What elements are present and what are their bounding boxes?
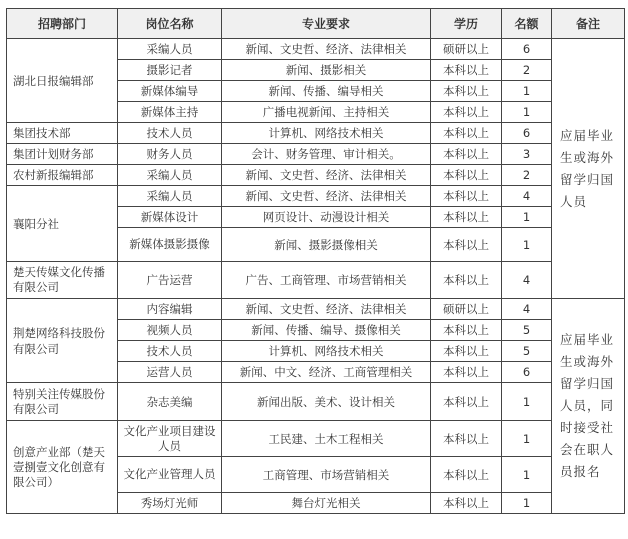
header-quota: 名额 <box>502 9 552 39</box>
dept-cell: 湖北日报编辑部 <box>7 39 118 123</box>
major-cell: 新闻、文史哲、经济、法律相关 <box>222 299 431 320</box>
education-cell: 本科以上 <box>431 165 502 186</box>
education-cell: 本科以上 <box>431 60 502 81</box>
major-cell: 新闻、文史哲、经济、法律相关 <box>222 165 431 186</box>
position-cell: 财务人员 <box>118 144 222 165</box>
position-cell: 技术人员 <box>118 341 222 362</box>
dept-cell: 特别关注传媒股份有限公司 <box>7 383 118 421</box>
header-dept: 招聘部门 <box>7 9 118 39</box>
position-cell: 广告运营 <box>118 262 222 299</box>
major-cell: 新闻、摄影相关 <box>222 60 431 81</box>
position-cell: 秀场灯光师 <box>118 493 222 514</box>
position-cell: 内容编辑 <box>118 299 222 320</box>
table-row <box>7 383 625 421</box>
dept-cell: 集团计划财务部 <box>7 144 118 165</box>
table-row <box>7 262 625 299</box>
major-cell: 新闻、传播、编导相关 <box>222 81 431 102</box>
position-cell: 采编人员 <box>118 186 222 207</box>
quota-cell: 3 <box>502 144 552 165</box>
table-row <box>7 39 625 60</box>
major-cell: 计算机、网络技术相关 <box>222 123 431 144</box>
education-cell: 本科以上 <box>431 362 502 383</box>
quota-cell: 2 <box>502 165 552 186</box>
table-row <box>7 421 625 457</box>
education-cell: 本科以上 <box>431 81 502 102</box>
quota-cell: 1 <box>502 383 552 421</box>
quota-cell: 1 <box>502 207 552 228</box>
major-cell: 舞台灯光相关 <box>222 493 431 514</box>
major-cell: 广播电视新闻、主持相关 <box>222 102 431 123</box>
education-cell: 本科以上 <box>431 341 502 362</box>
major-cell: 计算机、网络技术相关 <box>222 341 431 362</box>
major-cell: 会计、财务管理、审计相关。 <box>222 144 431 165</box>
position-cell: 采编人员 <box>118 39 222 60</box>
quota-cell: 4 <box>502 262 552 299</box>
quota-cell: 6 <box>502 362 552 383</box>
table-row <box>7 144 625 165</box>
quota-cell: 4 <box>502 186 552 207</box>
education-cell: 本科以上 <box>431 421 502 457</box>
table-row <box>7 165 625 186</box>
major-cell: 网页设计、动漫设计相关 <box>222 207 431 228</box>
dept-cell: 集团技术部 <box>7 123 118 144</box>
position-cell: 新媒体摄影摄像 <box>118 228 222 262</box>
position-cell: 杂志美编 <box>118 383 222 421</box>
quota-cell: 6 <box>502 123 552 144</box>
remark-cell: 应届毕业生或海外留学归国人员，同时接受社会在职人员报名 <box>552 299 625 514</box>
major-cell: 新闻、文史哲、经济、法律相关 <box>222 186 431 207</box>
quota-cell: 1 <box>502 421 552 457</box>
quota-cell: 5 <box>502 320 552 341</box>
position-cell: 运营人员 <box>118 362 222 383</box>
education-cell: 本科以上 <box>431 383 502 421</box>
education-cell: 本科以上 <box>431 493 502 514</box>
education-cell: 本科以上 <box>431 123 502 144</box>
dept-cell: 楚天传媒文化传播有限公司 <box>7 262 118 299</box>
education-cell: 本科以上 <box>431 320 502 341</box>
education-cell: 硕研以上 <box>431 39 502 60</box>
education-cell: 本科以上 <box>431 457 502 493</box>
quota-cell: 6 <box>502 39 552 60</box>
header-education: 学历 <box>431 9 502 39</box>
header-remark: 备注 <box>552 9 625 39</box>
dept-cell: 襄阳分社 <box>7 186 118 262</box>
education-cell: 本科以上 <box>431 186 502 207</box>
quota-cell: 1 <box>502 457 552 493</box>
position-cell: 采编人员 <box>118 165 222 186</box>
remark-cell: 应届毕业生或海外留学归国人员 <box>552 39 625 299</box>
quota-cell: 1 <box>502 81 552 102</box>
quota-cell: 1 <box>502 102 552 123</box>
dept-cell: 农村新报编辑部 <box>7 165 118 186</box>
position-cell: 新媒体编导 <box>118 81 222 102</box>
education-cell: 本科以上 <box>431 144 502 165</box>
position-cell: 技术人员 <box>118 123 222 144</box>
quota-cell: 1 <box>502 493 552 514</box>
major-cell: 工民建、土木工程相关 <box>222 421 431 457</box>
table-row <box>7 299 625 320</box>
header-position: 岗位名称 <box>118 9 222 39</box>
quota-cell: 1 <box>502 228 552 262</box>
major-cell: 新闻、传播、编导、摄像相关 <box>222 320 431 341</box>
header-major: 专业要求 <box>222 9 431 39</box>
education-cell: 本科以上 <box>431 102 502 123</box>
quota-cell: 4 <box>502 299 552 320</box>
position-cell: 文化产业管理人员 <box>118 457 222 493</box>
recruitment-table <box>6 8 625 514</box>
position-cell: 新媒体主持 <box>118 102 222 123</box>
major-cell: 新闻、中文、经济、工商管理相关 <box>222 362 431 383</box>
quota-cell: 2 <box>502 60 552 81</box>
position-cell: 新媒体设计 <box>118 207 222 228</box>
table-header-row <box>7 9 625 39</box>
major-cell: 新闻出版、美术、设计相关 <box>222 383 431 421</box>
education-cell: 本科以上 <box>431 228 502 262</box>
table-row <box>7 186 625 207</box>
major-cell: 广告、工商管理、市场营销相关 <box>222 262 431 299</box>
position-cell: 文化产业项目建设人员 <box>118 421 222 457</box>
education-cell: 本科以上 <box>431 262 502 299</box>
dept-cell: 荆楚网络科技股份有限公司 <box>7 299 118 383</box>
dept-cell: 创意产业部（楚天壹捌壹文化创意有限公司） <box>7 421 118 514</box>
major-cell: 工商管理、市场营销相关 <box>222 457 431 493</box>
table-row <box>7 123 625 144</box>
major-cell: 新闻、摄影摄像相关 <box>222 228 431 262</box>
position-cell: 视频人员 <box>118 320 222 341</box>
education-cell: 本科以上 <box>431 207 502 228</box>
education-cell: 硕研以上 <box>431 299 502 320</box>
quota-cell: 5 <box>502 341 552 362</box>
major-cell: 新闻、文史哲、经济、法律相关 <box>222 39 431 60</box>
position-cell: 摄影记者 <box>118 60 222 81</box>
